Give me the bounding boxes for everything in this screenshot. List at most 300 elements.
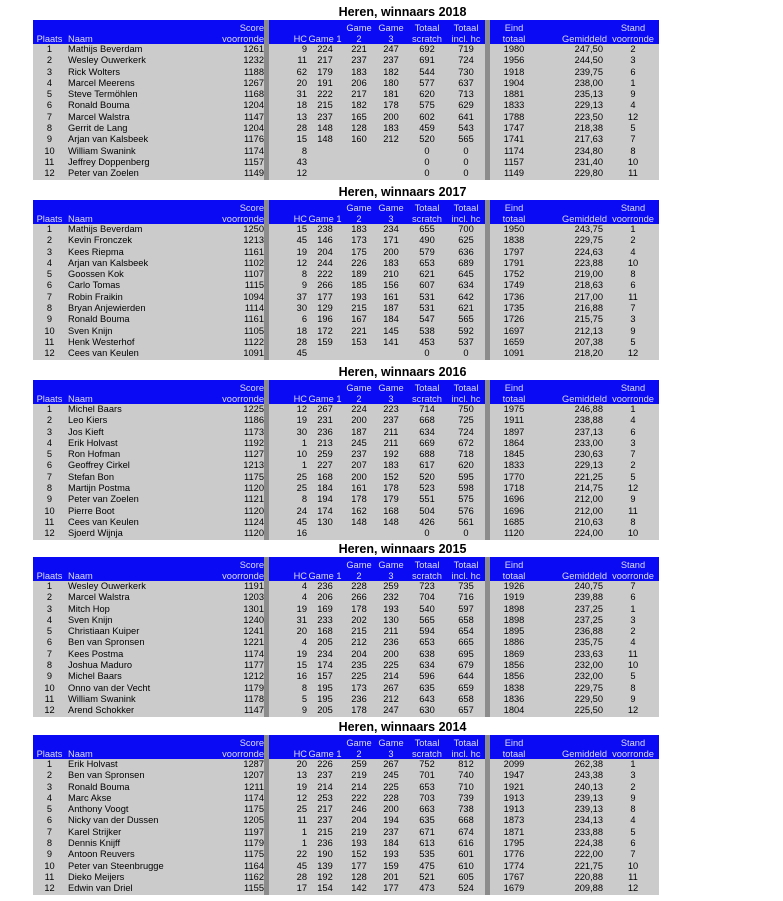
- cell-naam: Sjoerd Wijnja: [66, 528, 184, 539]
- cell-game2: 217: [343, 89, 375, 100]
- cell-score-voorronde: 1225: [184, 404, 264, 415]
- cell-totaal-scratch: 473: [407, 883, 447, 894]
- header-naam: Naam: [66, 380, 184, 404]
- cell-game1: 129: [307, 303, 343, 314]
- cell-eind-totaal: 1836: [490, 694, 538, 705]
- blank-cell: [659, 861, 712, 872]
- cell-totaal-hc: 730: [447, 67, 485, 78]
- cell-gemiddeld: 235,75: [538, 637, 607, 648]
- cell-totaal-scratch: 577: [407, 78, 447, 89]
- cell-totaal-scratch: 703: [407, 793, 447, 804]
- cell-plaats: 5: [33, 269, 66, 280]
- cell-hc: 20: [269, 78, 307, 89]
- cell-naam: Sven Knijn: [66, 326, 184, 337]
- cell-totaal-scratch: 607: [407, 280, 447, 291]
- cell-game3: 212: [375, 694, 407, 705]
- cell-game1: 139: [307, 861, 343, 872]
- cell-totaal-hc: 621: [447, 303, 485, 314]
- cell-naam: Peter van Zoelen: [66, 168, 184, 179]
- cell-naam: Kees Riepma: [66, 247, 184, 258]
- table-row: [33, 782, 712, 793]
- cell-score-voorronde: 1124: [184, 517, 264, 528]
- cell-score-voorronde: 1204: [184, 123, 264, 134]
- blank-cell: [659, 269, 712, 280]
- blank-cell: [659, 592, 712, 603]
- cell-game2: 193: [343, 292, 375, 303]
- cell-totaal-hc: 565: [447, 134, 485, 145]
- results-table: [33, 557, 712, 717]
- cell-gemiddeld: 237,25: [538, 615, 607, 626]
- cell-gemiddeld: 210,63: [538, 517, 607, 528]
- cell-game3: 193: [375, 849, 407, 860]
- cell-totaal-scratch: 688: [407, 449, 447, 460]
- section-title: Heren, winnaars 2014: [338, 720, 467, 734]
- year-section: [33, 184, 712, 360]
- cell-game1: 179: [307, 67, 343, 78]
- cell-game2: 221: [343, 44, 375, 55]
- cell-game2: 161: [343, 483, 375, 494]
- cell-totaal-scratch: 531: [407, 303, 447, 314]
- blank-cell: [659, 671, 712, 682]
- cell-naam: Steve Termöhlen: [66, 89, 184, 100]
- cell-naam: Onno van der Vecht: [66, 683, 184, 694]
- cell-stand-voorronde: 12: [607, 348, 659, 359]
- cell-stand-voorronde: 10: [607, 528, 659, 539]
- cell-naam: Karel Strijker: [66, 827, 184, 838]
- table-row: [33, 883, 712, 894]
- cell-totaal-hc: 616: [447, 838, 485, 849]
- cell-hc: 12: [269, 793, 307, 804]
- cell-game3: 228: [375, 793, 407, 804]
- cell-hc: 37: [269, 292, 307, 303]
- cell-plaats: 12: [33, 168, 66, 179]
- cell-gemiddeld: 231,40: [538, 157, 607, 168]
- table-row: [33, 292, 712, 303]
- cell-eind-totaal: 1697: [490, 326, 538, 337]
- cell-game3: 200: [375, 804, 407, 815]
- cell-totaal-scratch: 714: [407, 404, 447, 415]
- cell-totaal-hc: 700: [447, 224, 485, 235]
- cell-game3: 156: [375, 280, 407, 291]
- cell-score-voorronde: 1178: [184, 694, 264, 705]
- cell-gemiddeld: 230,63: [538, 449, 607, 460]
- blank-cell: [659, 494, 712, 505]
- header-totaal-scratch: Totaal scratch: [407, 200, 447, 224]
- header-totaal-hc: Totaal incl. hc: [447, 200, 485, 224]
- cell-stand-voorronde: 6: [607, 838, 659, 849]
- cell-naam: Erik Holvast: [66, 438, 184, 449]
- cell-score-voorronde: 1175: [184, 804, 264, 815]
- cell-hc: 1: [269, 438, 307, 449]
- cell-score-voorronde: 1173: [184, 427, 264, 438]
- cell-plaats: 11: [33, 694, 66, 705]
- table-body: [33, 44, 712, 180]
- cell-gemiddeld: 225,50: [538, 705, 607, 716]
- blank-cell: [659, 449, 712, 460]
- cell-eind-totaal: 1947: [490, 770, 538, 781]
- cell-game3: 184: [375, 838, 407, 849]
- cell-gemiddeld: 217,63: [538, 134, 607, 145]
- cell-game2: 187: [343, 427, 375, 438]
- cell-plaats: 2: [33, 770, 66, 781]
- cell-eind-totaal: 1897: [490, 427, 538, 438]
- cell-totaal-hc: 601: [447, 849, 485, 860]
- cell-eind-totaal: 1791: [490, 258, 538, 269]
- cell-hc: 18: [269, 100, 307, 111]
- cell-totaal-scratch: 643: [407, 694, 447, 705]
- cell-score-voorronde: 1105: [184, 326, 264, 337]
- cell-plaats: 4: [33, 258, 66, 269]
- cell-game1: 177: [307, 292, 343, 303]
- cell-game2: 153: [343, 337, 375, 348]
- cell-totaal-hc: 724: [447, 55, 485, 66]
- cell-totaal-scratch: 655: [407, 224, 447, 235]
- cell-plaats: 5: [33, 804, 66, 815]
- blank-cell: [659, 683, 712, 694]
- cell-totaal-scratch: 671: [407, 827, 447, 838]
- blank-cell: [659, 314, 712, 325]
- blank-cell: [659, 883, 712, 894]
- cell-stand-voorronde: 4: [607, 415, 659, 426]
- cell-game1: 222: [307, 89, 343, 100]
- cell-naam: Goossen Kok: [66, 269, 184, 280]
- cell-score-voorronde: 1120: [184, 506, 264, 517]
- cell-hc: 10: [269, 449, 307, 460]
- blank-cell: [659, 615, 712, 626]
- cell-eind-totaal: 1735: [490, 303, 538, 314]
- cell-stand-voorronde: 11: [607, 292, 659, 303]
- cell-game1: 169: [307, 604, 343, 615]
- cell-game3: 141: [375, 337, 407, 348]
- table-row: [33, 793, 712, 804]
- cell-hc: 9: [269, 44, 307, 55]
- cell-stand-voorronde: 2: [607, 235, 659, 246]
- cell-naam: Michel Baars: [66, 671, 184, 682]
- table-row: [33, 626, 712, 637]
- blank-cell: [659, 838, 712, 849]
- cell-hc: 20: [269, 626, 307, 637]
- cell-game3: 187: [375, 303, 407, 314]
- cell-game2: 128: [343, 872, 375, 883]
- cell-gemiddeld: 222,00: [538, 849, 607, 860]
- cell-naam: Peter van Steenbrugge: [66, 861, 184, 872]
- cell-plaats: 8: [33, 838, 66, 849]
- header-plaats: Plaats: [33, 20, 66, 44]
- cell-game3: 267: [375, 683, 407, 694]
- blank-cell: [659, 872, 712, 883]
- cell-game2: 219: [343, 770, 375, 781]
- cell-totaal-hc: 561: [447, 517, 485, 528]
- cell-score-voorronde: 1179: [184, 838, 264, 849]
- cell-naam: Dieko Meijers: [66, 872, 184, 883]
- blank-cell: [659, 112, 712, 123]
- cell-stand-voorronde: 12: [607, 483, 659, 494]
- cell-hc: 31: [269, 89, 307, 100]
- cell-stand-voorronde: 7: [607, 134, 659, 145]
- cell-eind-totaal: 1696: [490, 506, 538, 517]
- cell-game3: 267: [375, 759, 407, 770]
- cell-totaal-scratch: 602: [407, 112, 447, 123]
- cell-stand-voorronde: 5: [607, 123, 659, 134]
- cell-totaal-hc: 0: [447, 157, 485, 168]
- table-row: [33, 815, 712, 826]
- cell-totaal-scratch: 635: [407, 683, 447, 694]
- cell-game2: 128: [343, 123, 375, 134]
- cell-naam: Ben van Spronsen: [66, 770, 184, 781]
- header-naam: Naam: [66, 735, 184, 759]
- cell-plaats: 2: [33, 592, 66, 603]
- cell-hc: 28: [269, 337, 307, 348]
- cell-naam: Marcel Walstra: [66, 112, 184, 123]
- header-stand-voorronde: Stand voorronde: [607, 380, 659, 404]
- header-gemiddeld: Gemiddeld: [538, 20, 607, 44]
- cell-plaats: 11: [33, 872, 66, 883]
- cell-hc: 19: [269, 415, 307, 426]
- cell-totaal-hc: 812: [447, 759, 485, 770]
- cell-hc: 13: [269, 112, 307, 123]
- cell-naam: Sven Knijn: [66, 615, 184, 626]
- cell-score-voorronde: 1188: [184, 67, 264, 78]
- cell-totaal-scratch: 504: [407, 506, 447, 517]
- cell-score-voorronde: 1115: [184, 280, 264, 291]
- cell-plaats: 4: [33, 615, 66, 626]
- cell-naam: Wesley Ouwerkerk: [66, 55, 184, 66]
- cell-eind-totaal: 1795: [490, 838, 538, 849]
- cell-naam: Ronald Bouma: [66, 100, 184, 111]
- cell-plaats: 1: [33, 404, 66, 415]
- cell-totaal-hc: 575: [447, 494, 485, 505]
- cell-eind-totaal: 1921: [490, 782, 538, 793]
- cell-totaal-scratch: 547: [407, 314, 447, 325]
- cell-gemiddeld: 229,13: [538, 460, 607, 471]
- cell-totaal-scratch: 613: [407, 838, 447, 849]
- blank-cell: [659, 348, 712, 359]
- cell-eind-totaal: 1696: [490, 494, 538, 505]
- cell-totaal-hc: 620: [447, 460, 485, 471]
- header-stand-voorronde: Stand voorronde: [607, 735, 659, 759]
- header-game3: Game 3: [375, 200, 407, 224]
- blank-cell: [659, 637, 712, 648]
- cell-stand-voorronde: 12: [607, 705, 659, 716]
- cell-game1: 195: [307, 683, 343, 694]
- cell-game3: 237: [375, 415, 407, 426]
- cell-game3: 194: [375, 815, 407, 826]
- cell-score-voorronde: 1287: [184, 759, 264, 770]
- table-body: [33, 404, 712, 540]
- cell-hc: 5: [269, 694, 307, 705]
- cell-score-voorronde: 1261: [184, 44, 264, 55]
- cell-gemiddeld: 212,00: [538, 506, 607, 517]
- cell-score-voorronde: 1174: [184, 793, 264, 804]
- cell-game2: 167: [343, 314, 375, 325]
- cell-eind-totaal: 1774: [490, 861, 538, 872]
- cell-totaal-hc: 629: [447, 100, 485, 111]
- table-row: [33, 604, 712, 615]
- cell-plaats: 7: [33, 292, 66, 303]
- cell-totaal-hc: 724: [447, 427, 485, 438]
- header-game1: Game 1: [307, 20, 343, 44]
- cell-game1: 224: [307, 44, 343, 55]
- cell-score-voorronde: 1168: [184, 89, 264, 100]
- blank-cell: [659, 20, 712, 44]
- cell-totaal-hc: 598: [447, 483, 485, 494]
- cell-gemiddeld: 218,20: [538, 348, 607, 359]
- cell-hc: 16: [269, 528, 307, 539]
- table-row: [33, 89, 712, 100]
- cell-game2: 266: [343, 592, 375, 603]
- cell-game3: 182: [375, 67, 407, 78]
- table-row: [33, 506, 712, 517]
- table-row: [33, 348, 712, 359]
- table-row: [33, 438, 712, 449]
- cell-totaal-scratch: 535: [407, 849, 447, 860]
- cell-totaal-scratch: 459: [407, 123, 447, 134]
- results-table: [33, 20, 712, 180]
- table-row: [33, 134, 712, 145]
- cell-score-voorronde: 1203: [184, 592, 264, 603]
- blank-cell: [659, 705, 712, 716]
- cell-gemiddeld: 224,00: [538, 528, 607, 539]
- cell-game2: 178: [343, 604, 375, 615]
- header-stand-voorronde: Stand voorronde: [607, 200, 659, 224]
- cell-stand-voorronde: 7: [607, 581, 659, 592]
- cell-eind-totaal: 1956: [490, 55, 538, 66]
- header-naam: Naam: [66, 200, 184, 224]
- table-row: [33, 705, 712, 716]
- cell-score-voorronde: 1176: [184, 134, 264, 145]
- cell-totaal-hc: 710: [447, 782, 485, 793]
- cell-stand-voorronde: 5: [607, 827, 659, 838]
- cell-plaats: 9: [33, 134, 66, 145]
- cell-plaats: 10: [33, 683, 66, 694]
- cell-plaats: 3: [33, 782, 66, 793]
- table-body: [33, 759, 712, 895]
- cell-eind-totaal: 1873: [490, 815, 538, 826]
- cell-stand-voorronde: 9: [607, 793, 659, 804]
- cell-naam: Rick Wolters: [66, 67, 184, 78]
- cell-hc: 45: [269, 517, 307, 528]
- cell-totaal-hc: 644: [447, 671, 485, 682]
- blank-cell: [659, 460, 712, 471]
- blank-cell: [659, 404, 712, 415]
- blank-cell: [659, 506, 712, 517]
- cell-gemiddeld: 223,88: [538, 258, 607, 269]
- cell-hc: 4: [269, 581, 307, 592]
- cell-eind-totaal: 1898: [490, 604, 538, 615]
- cell-score-voorronde: 1207: [184, 770, 264, 781]
- cell-plaats: 1: [33, 581, 66, 592]
- header-game1: Game 1: [307, 557, 343, 581]
- cell-totaal-hc: 668: [447, 815, 485, 826]
- cell-totaal-scratch: 701: [407, 770, 447, 781]
- cell-eind-totaal: 1833: [490, 460, 538, 471]
- cell-game1: 215: [307, 827, 343, 838]
- blank-cell: [659, 292, 712, 303]
- header-eind-totaal: Eind totaal: [490, 200, 538, 224]
- cell-totaal-hc: 605: [447, 872, 485, 883]
- cell-gemiddeld: 214,75: [538, 483, 607, 494]
- cell-plaats: 7: [33, 827, 66, 838]
- blank-cell: [659, 337, 712, 348]
- cell-game2: [343, 146, 375, 157]
- cell-naam: Ben van Spronsen: [66, 637, 184, 648]
- cell-game3: 211: [375, 427, 407, 438]
- cell-game3: 180: [375, 78, 407, 89]
- cell-game1: 148: [307, 123, 343, 134]
- cell-game3: 237: [375, 55, 407, 66]
- cell-hc: 25: [269, 483, 307, 494]
- cell-gemiddeld: 216,88: [538, 303, 607, 314]
- cell-totaal-hc: 636: [447, 247, 485, 258]
- header-totaal-hc: Totaal incl. hc: [447, 735, 485, 759]
- cell-game3: 211: [375, 626, 407, 637]
- cell-stand-voorronde: 6: [607, 427, 659, 438]
- cell-totaal-hc: 713: [447, 89, 485, 100]
- section-title: Heren, winnaars 2017: [338, 185, 467, 199]
- table-row: [33, 157, 712, 168]
- header-score-voorronde: Score voorronde: [184, 380, 264, 404]
- cell-game1: 217: [307, 55, 343, 66]
- cell-hc: 45: [269, 348, 307, 359]
- cell-game3: 148: [375, 517, 407, 528]
- cell-stand-voorronde: 5: [607, 472, 659, 483]
- cell-stand-voorronde: 11: [607, 506, 659, 517]
- cell-hc: 19: [269, 649, 307, 660]
- cell-hc: 4: [269, 592, 307, 603]
- blank-cell: [659, 303, 712, 314]
- cell-score-voorronde: 1164: [184, 861, 264, 872]
- cell-game3: 200: [375, 247, 407, 258]
- cell-stand-voorronde: 2: [607, 782, 659, 793]
- table-row: [33, 67, 712, 78]
- cell-gemiddeld: 247,50: [538, 44, 607, 55]
- table-row: [33, 759, 712, 770]
- blank-cell: [659, 528, 712, 539]
- cell-game1: [307, 168, 343, 179]
- cell-naam: Nicky van der Dussen: [66, 815, 184, 826]
- results-table: [33, 200, 712, 360]
- cell-naam: Henk Westerhof: [66, 337, 184, 348]
- cell-stand-voorronde: 5: [607, 337, 659, 348]
- table-row: [33, 581, 712, 592]
- cell-hc: 8: [269, 494, 307, 505]
- cell-eind-totaal: 1845: [490, 449, 538, 460]
- cell-game3: 178: [375, 483, 407, 494]
- cell-totaal-scratch: 520: [407, 472, 447, 483]
- cell-gemiddeld: 237,25: [538, 604, 607, 615]
- cell-eind-totaal: 1770: [490, 472, 538, 483]
- header-eind-totaal: Eind totaal: [490, 20, 538, 44]
- cell-game3: 179: [375, 494, 407, 505]
- cell-score-voorronde: 1107: [184, 269, 264, 280]
- cell-eind-totaal: 1838: [490, 235, 538, 246]
- table-row: [33, 861, 712, 872]
- cell-hc: 22: [269, 849, 307, 860]
- cell-game3: 184: [375, 314, 407, 325]
- cell-naam: Martijn Postma: [66, 483, 184, 494]
- cell-totaal-scratch: 668: [407, 415, 447, 426]
- table-row: [33, 770, 712, 781]
- cell-game3: 234: [375, 224, 407, 235]
- cell-naam: Gerrit de Lang: [66, 123, 184, 134]
- cell-naam: William Swanink: [66, 694, 184, 705]
- cell-game2: 182: [343, 100, 375, 111]
- cell-score-voorronde: 1157: [184, 157, 264, 168]
- cell-totaal-hc: 634: [447, 280, 485, 291]
- header-hc: HC: [269, 380, 307, 404]
- cell-game2: [343, 348, 375, 359]
- cell-naam: Marc Akse: [66, 793, 184, 804]
